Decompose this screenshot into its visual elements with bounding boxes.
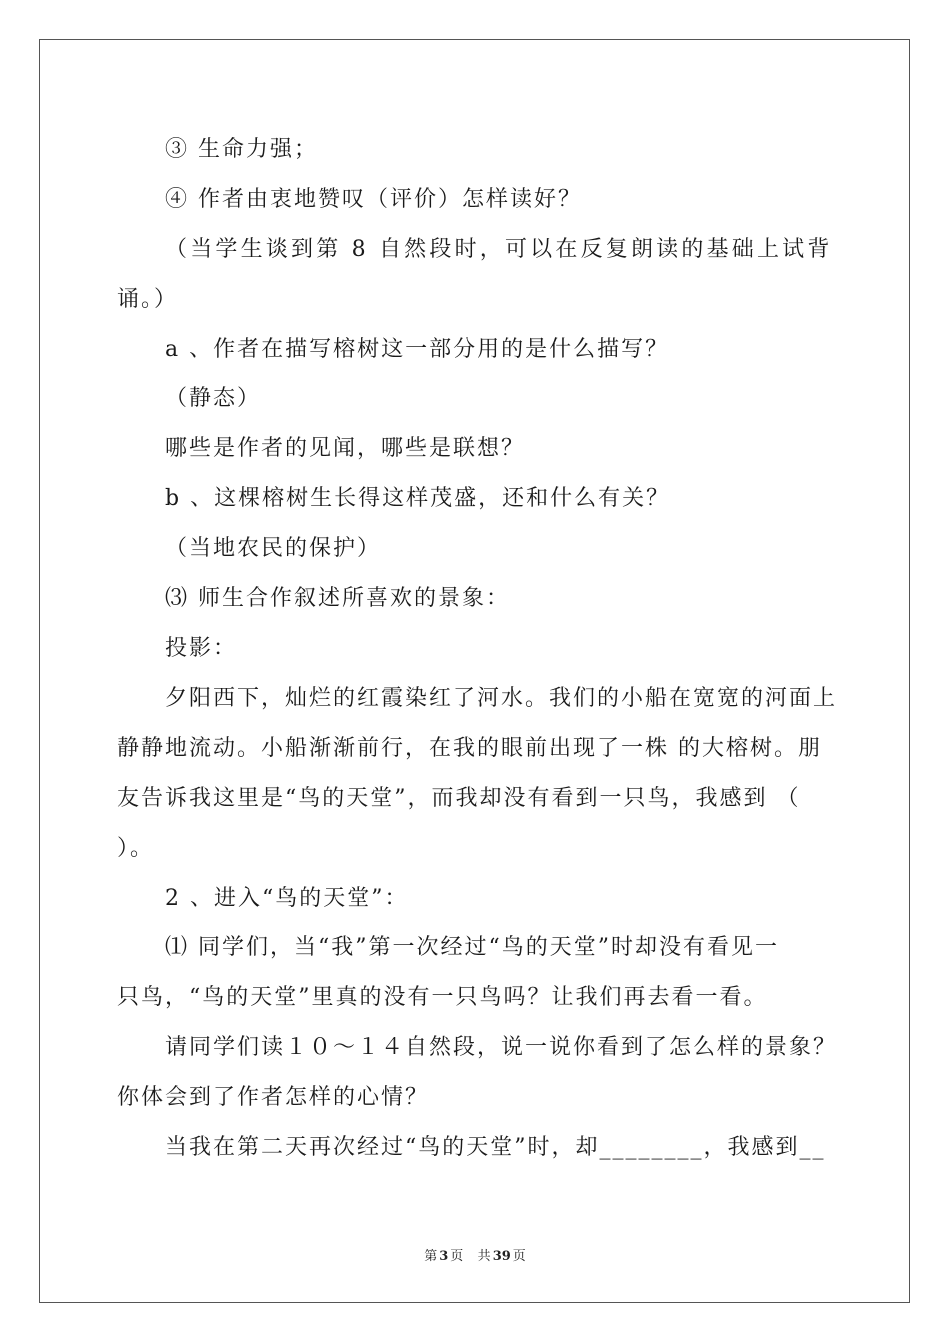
text-line: 投影： (165, 636, 238, 661)
text-line: （静态） (165, 386, 262, 411)
page-footer (0, 1248, 950, 1266)
text-line: 诵。） (117, 287, 179, 312)
footer-total-label: 共 (477, 1249, 491, 1264)
text-line: 静静地流动。小船渐渐前行，在我的眼前出现了一株 的大榕树。朋 (117, 736, 822, 761)
text-line: ）。 (117, 836, 155, 861)
footer-page-label: 第 (424, 1249, 438, 1264)
text-line: 2 、进入“鸟的天堂”： (165, 886, 409, 911)
text-line: 只鸟，“鸟的天堂”里真的没有一只鸟吗？让我们再去看一看。 (117, 985, 768, 1010)
text-line: 夕阳西下，灿烂的红霞染红了河水。我们的小船在宽宽的河面上 (165, 686, 838, 711)
text-line: ⑶ 师生合作叙述所喜欢的景象： (165, 586, 510, 611)
footer-page-unit: 页 (450, 1249, 464, 1264)
text-line: （当地农民的保护） (165, 536, 382, 561)
footer-page-number: 3 (439, 1249, 449, 1264)
text-line: ③ 生命力强； (165, 137, 318, 162)
footer-total-number: 39 (492, 1249, 511, 1264)
page-border (39, 39, 910, 1303)
text-line: （当学生谈到第 8 自然段时，可以在反复朗读的基础上试背 (165, 237, 833, 262)
text-line: 友告诉我这里是“鸟的天堂”，而我却没有看到一只鸟，我感到 （ (117, 786, 801, 811)
text-line: a 、作者在描写榕树这一部分用的是什么描写？ (165, 337, 670, 362)
text-line: ⑴ 同学们，当“我”第一次经过“鸟的天堂”时却没有看见一 (165, 935, 779, 960)
text-line: 你体会到了作者怎样的心情？ (117, 1085, 430, 1110)
text-line: 哪些是作者的见闻，哪些是联想？ (165, 436, 526, 461)
text-line: 当我在第二天再次经过“鸟的天堂”时，却________，我感到__ (165, 1135, 826, 1160)
text-line: 请同学们读１０～１４自然段，说一说你看到了怎么样的景象？ (165, 1035, 838, 1060)
text-line: b 、这棵榕树生长得这样茂盛，还和什么有关？ (165, 486, 671, 511)
footer-total-unit: 页 (512, 1249, 526, 1264)
text-line: ④ 作者由衷地赞叹（评价）怎样读好？ (165, 187, 582, 212)
